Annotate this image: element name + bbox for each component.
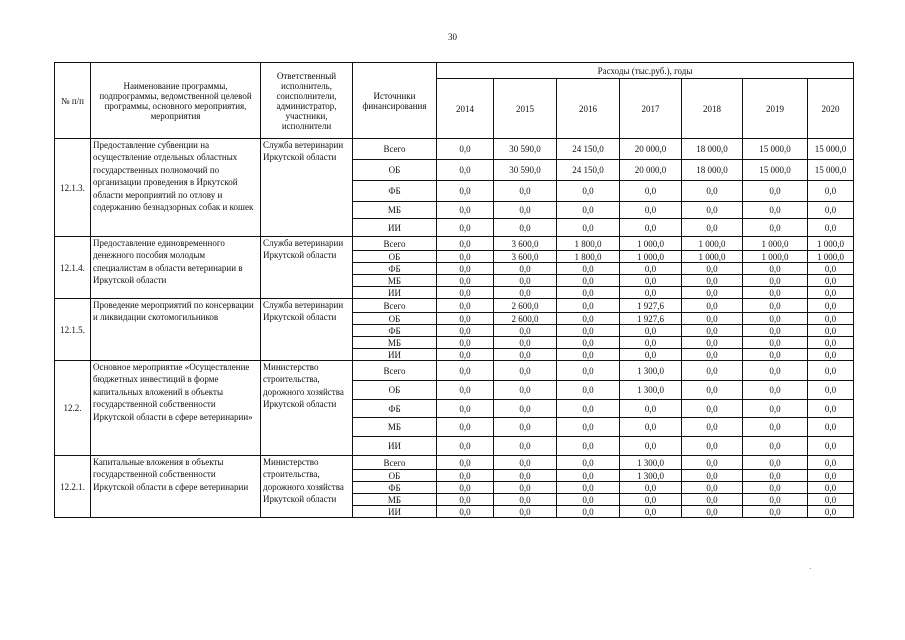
header-num: № п/п — [55, 63, 91, 139]
expense-value: 0,0 — [557, 219, 620, 237]
expense-value: 0,0 — [494, 400, 557, 418]
expense-value: 0,0 — [808, 400, 854, 418]
expense-value: 0,0 — [494, 482, 557, 494]
expense-value: 0,0 — [557, 361, 620, 381]
expense-value: 0,0 — [557, 299, 620, 313]
expense-value: 1 300,0 — [620, 470, 682, 482]
expense-value: 0,0 — [743, 437, 808, 456]
expense-value: 0,0 — [620, 482, 682, 494]
expense-value: 1 000,0 — [808, 251, 854, 263]
page-number: 30 — [448, 32, 457, 42]
responsible-executor: Министерство строительства, дорожного хозяйства Иркутской области — [261, 361, 353, 456]
responsible-executor: Служба ветеринарии Иркутской области — [261, 139, 353, 237]
expense-value: 0,0 — [437, 437, 494, 456]
expense-value: 0,0 — [437, 313, 494, 325]
header-year: 2019 — [743, 79, 808, 139]
expense-value: 0,0 — [743, 456, 808, 470]
expense-value: 0,0 — [557, 263, 620, 275]
expense-value: 20 000,0 — [620, 139, 682, 160]
header-sources: Источники финансирования — [353, 63, 437, 139]
expense-value: 0,0 — [557, 456, 620, 470]
expense-value: 0,0 — [557, 400, 620, 418]
funding-source: ОБ — [353, 160, 437, 181]
expense-value: 0,0 — [494, 337, 557, 349]
table-row — [55, 361, 854, 381]
expense-value: 18 000,0 — [682, 139, 743, 160]
expense-value: 15 000,0 — [743, 139, 808, 160]
header-responsible: Ответственный исполнитель, соисполнители, администратор, участники, исполнители — [261, 63, 353, 139]
expense-value: 0,0 — [557, 482, 620, 494]
expense-value: 0,0 — [682, 337, 743, 349]
expense-value: 0,0 — [557, 287, 620, 299]
expense-value: 0,0 — [682, 219, 743, 237]
expense-value: 1 000,0 — [743, 237, 808, 251]
row-number: 12.1.4. — [55, 237, 91, 299]
expense-value: 20 000,0 — [620, 160, 682, 181]
expense-value: 0,0 — [494, 381, 557, 400]
header-year: 2018 — [682, 79, 743, 139]
expense-value: 3 600,0 — [494, 237, 557, 251]
table-body — [55, 139, 854, 518]
funding-source: МБ — [353, 275, 437, 287]
expense-value: 0,0 — [743, 275, 808, 287]
header-year: 2014 — [437, 79, 494, 139]
expense-value: 0,0 — [620, 337, 682, 349]
expense-value: 0,0 — [557, 470, 620, 482]
funding-source: ОБ — [353, 381, 437, 400]
expense-value: 0,0 — [682, 361, 743, 381]
table-row — [55, 456, 854, 470]
expense-value: 0,0 — [808, 494, 854, 506]
expense-value: 0,0 — [557, 418, 620, 437]
funding-source: ИИ — [353, 287, 437, 299]
expense-value: 0,0 — [620, 287, 682, 299]
expense-value: 0,0 — [437, 160, 494, 181]
expense-value: 0,0 — [808, 349, 854, 361]
expense-value: 0,0 — [437, 202, 494, 219]
expense-value: 0,0 — [808, 418, 854, 437]
funding-source: МБ — [353, 418, 437, 437]
expense-value: 0,0 — [808, 506, 854, 518]
expense-value: 0,0 — [808, 219, 854, 237]
expense-value: 2 600,0 — [494, 299, 557, 313]
expense-value: 24 150,0 — [557, 139, 620, 160]
funding-source: ИИ — [353, 437, 437, 456]
header-name: Наименование программы, подпрограммы, ведомственной целевой программы, основного мероприятия, мероприятия — [91, 63, 261, 139]
table-row — [55, 237, 854, 251]
expense-value: 0,0 — [743, 361, 808, 381]
expense-value: 0,0 — [808, 482, 854, 494]
expense-value: 0,0 — [557, 494, 620, 506]
expense-value: 1 000,0 — [743, 251, 808, 263]
expense-value: 1 800,0 — [557, 251, 620, 263]
expense-value: 0,0 — [682, 437, 743, 456]
expense-value: 0,0 — [494, 418, 557, 437]
expense-value: 0,0 — [557, 313, 620, 325]
expense-value: 0,0 — [620, 263, 682, 275]
expense-value: 0,0 — [494, 494, 557, 506]
expense-value: 0,0 — [743, 418, 808, 437]
header-year: 2016 — [557, 79, 620, 139]
responsible-executor: Служба ветеринарии Иркутской области — [261, 237, 353, 299]
expense-value: 0,0 — [808, 325, 854, 337]
expense-value: 0,0 — [494, 275, 557, 287]
header-year: 2015 — [494, 79, 557, 139]
header-year: 2017 — [620, 79, 682, 139]
expense-value: 0,0 — [437, 275, 494, 287]
expense-value: 0,0 — [620, 219, 682, 237]
expense-value: 0,0 — [494, 361, 557, 381]
funding-source: ФБ — [353, 263, 437, 275]
expense-value: 0,0 — [494, 506, 557, 518]
funding-source: МБ — [353, 202, 437, 219]
expense-value: 0,0 — [437, 361, 494, 381]
funding-source: ФБ — [353, 181, 437, 202]
expense-value: 0,0 — [437, 139, 494, 160]
scan-speck — [810, 568, 811, 569]
expense-value: 0,0 — [682, 313, 743, 325]
expense-value: 30 590,0 — [494, 139, 557, 160]
expense-value: 18 000,0 — [682, 160, 743, 181]
expense-value: 0,0 — [494, 287, 557, 299]
expense-value: 1 000,0 — [620, 237, 682, 251]
expense-value: 0,0 — [743, 181, 808, 202]
expense-value: 24 150,0 — [557, 160, 620, 181]
activity-name: Предоставление субвенции на осуществление отдельных областных государственных полномочий по организации проведения в Иркутской области мероприятий по отлову и содержанию безнадзорных собак и кошек — [91, 139, 261, 237]
expense-value: 3 600,0 — [494, 251, 557, 263]
funding-source: Всего — [353, 456, 437, 470]
expense-value: 0,0 — [437, 325, 494, 337]
row-number: 12.1.3. — [55, 139, 91, 237]
expense-value: 0,0 — [620, 181, 682, 202]
expense-value: 0,0 — [437, 381, 494, 400]
expense-value: 0,0 — [557, 275, 620, 287]
activity-name: Основное мероприятие «Осуществление бюджетных инвестиций в форме капитальных вложений в объекты государственной собственности Иркутской области в сфере ветеринарии» — [91, 361, 261, 456]
expense-value: 1 927,6 — [620, 313, 682, 325]
expense-value: 0,0 — [682, 263, 743, 275]
expense-value: 0,0 — [557, 506, 620, 518]
expense-value: 0,0 — [620, 506, 682, 518]
expense-value: 0,0 — [620, 400, 682, 418]
expense-value: 0,0 — [743, 482, 808, 494]
expense-value: 0,0 — [682, 418, 743, 437]
expense-value: 0,0 — [557, 202, 620, 219]
expense-value: 0,0 — [682, 202, 743, 219]
expense-value: 0,0 — [682, 494, 743, 506]
funding-source: Всего — [353, 139, 437, 160]
expense-value: 0,0 — [682, 325, 743, 337]
expense-value: 15 000,0 — [808, 139, 854, 160]
expense-value: 0,0 — [437, 219, 494, 237]
expense-value: 0,0 — [557, 437, 620, 456]
expense-value: 1 000,0 — [682, 237, 743, 251]
expense-value: 0,0 — [557, 325, 620, 337]
expense-value: 0,0 — [682, 287, 743, 299]
expense-value: 30 590,0 — [494, 160, 557, 181]
expense-value: 0,0 — [743, 506, 808, 518]
table-row — [55, 299, 854, 313]
row-number: 12.2.1. — [55, 456, 91, 518]
funding-source: ИИ — [353, 219, 437, 237]
expense-value: 0,0 — [808, 287, 854, 299]
expense-value: 0,0 — [494, 263, 557, 275]
expense-value: 0,0 — [743, 263, 808, 275]
expense-value: 0,0 — [620, 325, 682, 337]
activity-name: Капитальные вложения в объекты государственной собственности Иркутской области в сфере ветеринарии — [91, 456, 261, 518]
expense-value: 0,0 — [808, 275, 854, 287]
expense-value: 0,0 — [682, 299, 743, 313]
expense-value: 0,0 — [494, 349, 557, 361]
expense-value: 0,0 — [494, 456, 557, 470]
expense-value: 15 000,0 — [743, 160, 808, 181]
expense-value: 0,0 — [557, 381, 620, 400]
expense-value: 0,0 — [808, 313, 854, 325]
funding-source: Всего — [353, 361, 437, 381]
expense-value: 0,0 — [494, 202, 557, 219]
expense-value: 0,0 — [557, 337, 620, 349]
expense-value: 0,0 — [437, 400, 494, 418]
expense-value: 0,0 — [437, 418, 494, 437]
expense-value: 0,0 — [437, 494, 494, 506]
funding-source: Всего — [353, 237, 437, 251]
expense-value: 0,0 — [808, 337, 854, 349]
expense-value: 0,0 — [682, 482, 743, 494]
expense-value: 0,0 — [808, 202, 854, 219]
expense-value: 1 300,0 — [620, 381, 682, 400]
expense-value: 0,0 — [743, 202, 808, 219]
expense-value: 0,0 — [557, 181, 620, 202]
expense-value: 0,0 — [437, 470, 494, 482]
expense-value: 0,0 — [437, 482, 494, 494]
expense-value: 0,0 — [808, 437, 854, 456]
row-number: 12.1.5. — [55, 299, 91, 361]
expense-value: 0,0 — [437, 237, 494, 251]
expense-value: 0,0 — [808, 299, 854, 313]
expense-value: 1 000,0 — [808, 237, 854, 251]
expense-value: 0,0 — [494, 437, 557, 456]
expense-value: 0,0 — [437, 181, 494, 202]
funding-source: ФБ — [353, 400, 437, 418]
funding-source: Всего — [353, 299, 437, 313]
expense-value: 0,0 — [620, 275, 682, 287]
expense-value: 0,0 — [743, 349, 808, 361]
expense-value: 0,0 — [682, 349, 743, 361]
expense-value: 1 000,0 — [682, 251, 743, 263]
table-row — [55, 139, 854, 160]
expense-value: 0,0 — [682, 506, 743, 518]
expense-value: 0,0 — [743, 381, 808, 400]
activity-name: Предоставление единовременного денежного пособия молодым специалистам в области ветеринарии в Иркутской области — [91, 237, 261, 299]
expense-value: 0,0 — [682, 456, 743, 470]
funding-source: ИИ — [353, 506, 437, 518]
funding-source: МБ — [353, 494, 437, 506]
expense-value: 0,0 — [682, 381, 743, 400]
funding-source: ФБ — [353, 482, 437, 494]
funding-source: ОБ — [353, 313, 437, 325]
expense-value: 0,0 — [743, 219, 808, 237]
expense-value: 0,0 — [682, 181, 743, 202]
expense-value: 15 000,0 — [808, 160, 854, 181]
expense-value: 0,0 — [437, 506, 494, 518]
expense-value: 0,0 — [682, 400, 743, 418]
expense-value: 0,0 — [620, 437, 682, 456]
responsible-executor: Министерство строительства, дорожного хозяйства Иркутской области — [261, 456, 353, 518]
expense-value: 0,0 — [437, 456, 494, 470]
expense-value: 0,0 — [620, 494, 682, 506]
expense-value: 0,0 — [557, 349, 620, 361]
expense-value: 0,0 — [743, 337, 808, 349]
expense-value: 0,0 — [437, 337, 494, 349]
expense-value: 0,0 — [743, 400, 808, 418]
expense-value: 0,0 — [743, 470, 808, 482]
expense-value: 0,0 — [743, 299, 808, 313]
funding-source: ОБ — [353, 251, 437, 263]
expense-value: 1 300,0 — [620, 456, 682, 470]
expense-value: 0,0 — [743, 287, 808, 299]
activity-name: Проведение мероприятий по консервации и ликвидации скотомогильников — [91, 299, 261, 361]
funding-source: ФБ — [353, 325, 437, 337]
expense-value: 0,0 — [743, 325, 808, 337]
budget-table — [54, 62, 854, 518]
expense-value: 0,0 — [437, 299, 494, 313]
expense-value: 0,0 — [437, 287, 494, 299]
expense-value: 0,0 — [808, 263, 854, 275]
expense-value: 0,0 — [808, 470, 854, 482]
expense-value: 0,0 — [494, 181, 557, 202]
expense-value: 0,0 — [808, 456, 854, 470]
funding-source: ОБ — [353, 470, 437, 482]
expense-value: 0,0 — [808, 381, 854, 400]
responsible-executor: Служба ветеринарии Иркутской области — [261, 299, 353, 361]
header-year: 2020 — [808, 79, 854, 139]
expense-value: 0,0 — [437, 263, 494, 275]
expense-value: 0,0 — [494, 219, 557, 237]
expense-value: 0,0 — [620, 202, 682, 219]
funding-source: МБ — [353, 337, 437, 349]
expense-value: 0,0 — [808, 181, 854, 202]
expense-value: 2 600,0 — [494, 313, 557, 325]
expense-value: 0,0 — [808, 361, 854, 381]
expense-value: 1 300,0 — [620, 361, 682, 381]
expense-value: 0,0 — [682, 275, 743, 287]
expense-value: 0,0 — [494, 325, 557, 337]
expense-value: 0,0 — [437, 251, 494, 263]
funding-source: ИИ — [353, 349, 437, 361]
expense-value: 0,0 — [743, 494, 808, 506]
row-number: 12.2. — [55, 361, 91, 456]
header-expenses: Расходы (тыс.руб.), годы — [437, 63, 854, 79]
expense-value: 1 927,6 — [620, 299, 682, 313]
expense-value: 0,0 — [437, 349, 494, 361]
expense-value: 0,0 — [682, 470, 743, 482]
expense-value: 1 800,0 — [557, 237, 620, 251]
expense-value: 0,0 — [620, 349, 682, 361]
expense-value: 0,0 — [494, 470, 557, 482]
expense-value: 0,0 — [743, 313, 808, 325]
expense-value: 0,0 — [620, 418, 682, 437]
expense-value: 1 000,0 — [620, 251, 682, 263]
